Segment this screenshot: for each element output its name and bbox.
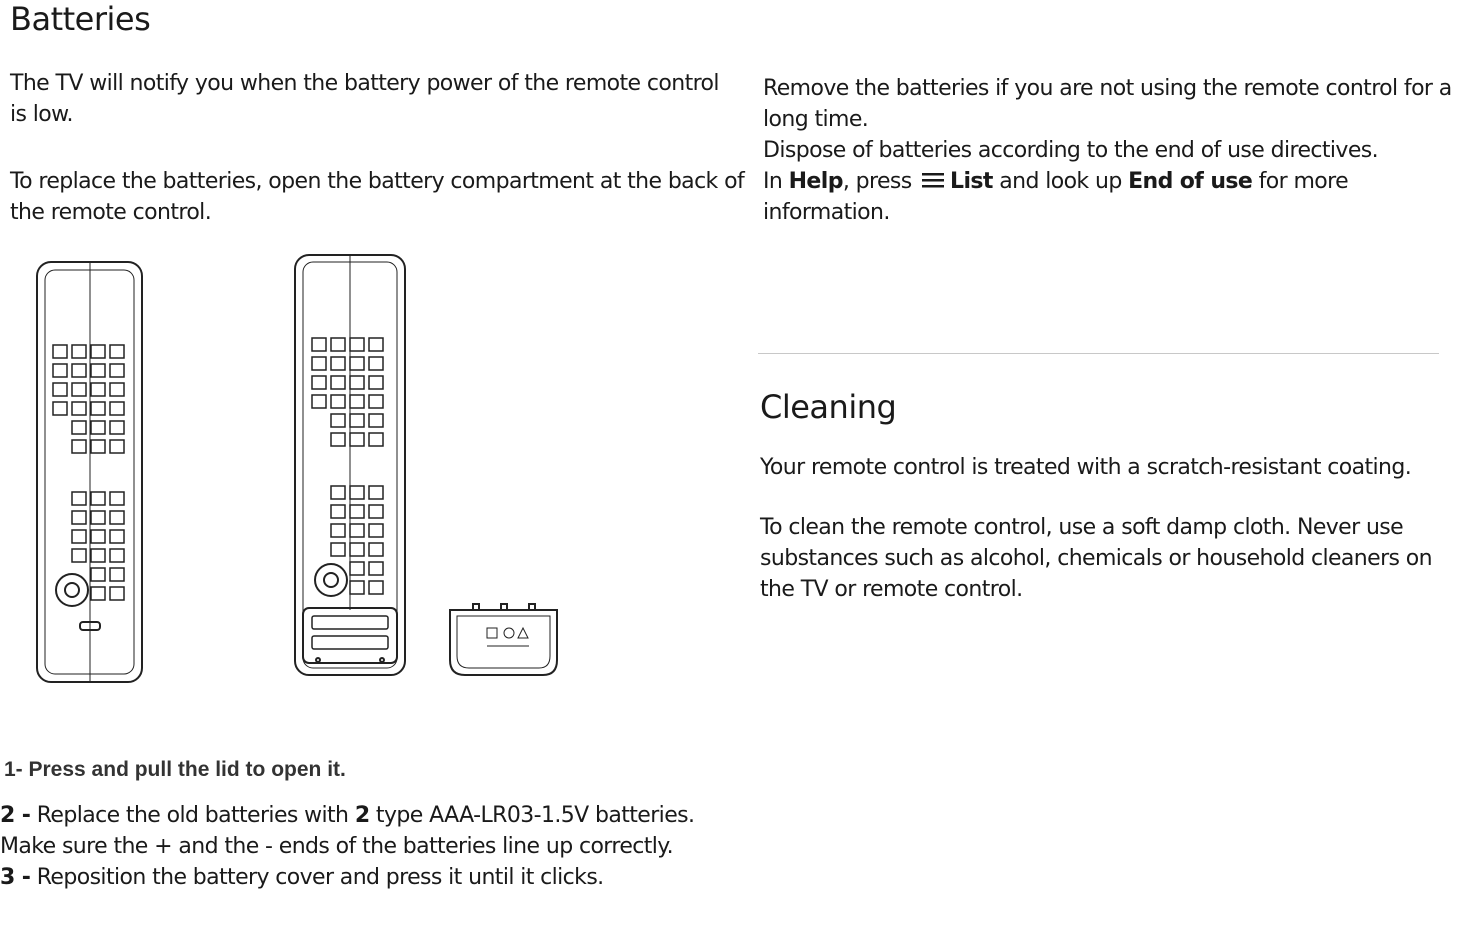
battery-notify-text: The TV will notify you when the battery power of the remote control is low. — [10, 71, 719, 127]
remote-key — [331, 486, 345, 499]
removal-text — [763, 73, 1459, 228]
remote-key — [331, 395, 345, 408]
remote-key — [91, 530, 105, 543]
step-2-count: 2 — [354, 803, 370, 828]
remote-key — [350, 414, 364, 427]
remote-key — [350, 524, 364, 537]
remote-key — [331, 524, 345, 537]
remote-key — [369, 433, 383, 446]
remote-key — [53, 383, 67, 396]
remote-key — [350, 581, 364, 594]
remote-key — [110, 530, 124, 543]
remote-key — [72, 383, 86, 396]
battery-lid-icon — [450, 604, 557, 675]
remote-key — [110, 421, 124, 434]
remote-key — [312, 376, 326, 389]
remote-key — [110, 568, 124, 581]
help-label: Help — [788, 169, 843, 194]
remote-key — [72, 549, 86, 562]
step-3-number: 3 - — [0, 865, 31, 890]
step-2-text-b: type AAA-LR03-1.5V batteries. Make sure the + and the - ends of the batteries line up correctly. — [0, 803, 695, 859]
remote-key — [110, 587, 124, 600]
remote-key — [312, 338, 326, 351]
remote-front-icon — [37, 262, 142, 682]
remote-key — [331, 414, 345, 427]
remote-key — [91, 587, 105, 600]
cleaning-coating-text: Your remote control is treated with a scratch-resistant coating. — [760, 455, 1412, 480]
remote-key — [110, 364, 124, 377]
remote-key — [72, 440, 86, 453]
remote-key — [110, 492, 124, 505]
remote-key — [331, 338, 345, 351]
remote-key — [350, 543, 364, 556]
step-1-text: 1- Press and pull the lid to open it. — [4, 758, 346, 781]
remote-key — [331, 505, 345, 518]
remote-key — [331, 543, 345, 556]
end-of-use-label: End of use — [1128, 169, 1253, 194]
remote-key — [350, 338, 364, 351]
remote-key — [72, 511, 86, 524]
remote-key — [312, 357, 326, 370]
remote-key — [53, 364, 67, 377]
batteries-title: Batteries — [10, 0, 151, 38]
remote-key — [110, 383, 124, 396]
step-3-text: Reposition the battery cover and press it until it clicks. — [30, 865, 604, 890]
remote-key — [369, 414, 383, 427]
cleaning-instructions-text: To clean the remote control, use a soft damp cloth. Never use substances such as alcohol, chemicals or household cleaners on the TV or remote control. — [760, 515, 1432, 602]
remote-key — [91, 492, 105, 505]
remote-control-illustration — [25, 250, 565, 690]
battery-steps — [0, 800, 740, 893]
remote-key — [369, 543, 383, 556]
remote-key — [91, 511, 105, 524]
remote-key — [91, 440, 105, 453]
remote-key — [369, 581, 383, 594]
step-2-text-a: Replace the old batteries with — [30, 803, 355, 828]
cleaning-title: Cleaning — [760, 388, 897, 426]
remote-key — [350, 433, 364, 446]
remote-key — [350, 505, 364, 518]
remote-key — [72, 492, 86, 505]
step-3 — [0, 862, 740, 893]
remote-key — [350, 376, 364, 389]
remote-key — [91, 549, 105, 562]
remote-key — [53, 402, 67, 415]
remote-key — [331, 357, 345, 370]
remote-key — [369, 338, 383, 351]
remote-key — [369, 395, 383, 408]
removal-line-3 — [763, 169, 1348, 225]
remote-key — [91, 568, 105, 581]
remote-key — [110, 511, 124, 524]
section-divider — [758, 353, 1439, 354]
removal-line-3-d: for more information. — [763, 169, 1349, 225]
remote-key — [72, 345, 86, 358]
remote-key — [350, 395, 364, 408]
removal-line-3-b: , press — [842, 169, 912, 194]
remote-key — [72, 402, 86, 415]
removal-line-2: Dispose of batteries according to the end of use directives. — [763, 138, 1379, 163]
battery-replace-text: To replace the batteries, open the battery compartment at the back of the remote control. — [10, 169, 745, 225]
remote-key — [110, 549, 124, 562]
removal-line-3-a: In — [763, 169, 789, 194]
remote-key — [91, 364, 105, 377]
remote-key — [91, 383, 105, 396]
remote-key — [369, 376, 383, 389]
remote-key — [369, 357, 383, 370]
remote-key — [91, 345, 105, 358]
remote-key — [369, 505, 383, 518]
removal-line-1: Remove the batteries if you are not using the remote control for a long time. — [763, 76, 1452, 132]
list-label: List — [950, 169, 993, 194]
step-2-number: 2 - — [0, 803, 31, 828]
remote-key — [369, 524, 383, 537]
remote-key — [312, 395, 326, 408]
remote-key — [350, 357, 364, 370]
remote-key — [350, 562, 364, 575]
remote-key — [110, 402, 124, 415]
step-2 — [0, 800, 740, 862]
remote-key — [369, 486, 383, 499]
removal-line-3-c: and look up — [992, 169, 1129, 194]
remote-key — [350, 486, 364, 499]
remote-key — [91, 421, 105, 434]
remote-key — [72, 364, 86, 377]
remote-key — [72, 421, 86, 434]
remote-key — [331, 433, 345, 446]
remote-key — [72, 530, 86, 543]
remote-key — [91, 402, 105, 415]
remote-key — [369, 562, 383, 575]
remote-key — [331, 376, 345, 389]
remote-back-icon — [295, 255, 405, 675]
remote-key — [110, 345, 124, 358]
remote-key — [53, 345, 67, 358]
remote-key — [110, 440, 124, 453]
menu-icon — [922, 172, 944, 188]
